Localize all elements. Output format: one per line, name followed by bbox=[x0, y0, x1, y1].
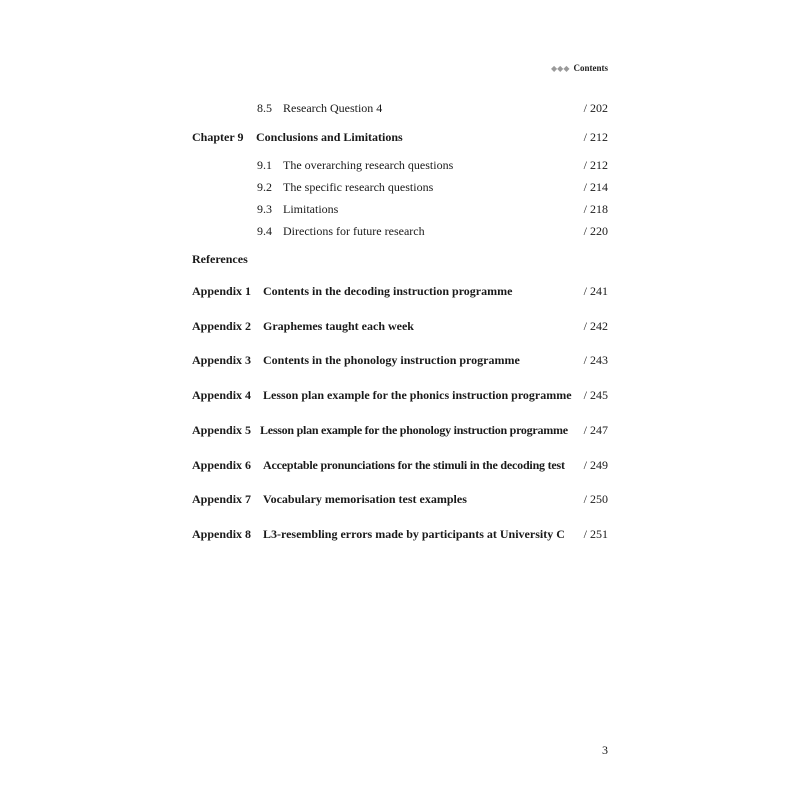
page-ref: / 249 bbox=[583, 458, 608, 472]
chapter-number: Chapter 9 bbox=[192, 130, 244, 144]
page-ref: / 218 bbox=[583, 202, 608, 216]
page-ref: / 212 bbox=[583, 130, 608, 144]
section-number: 9.2 bbox=[257, 180, 272, 194]
references-heading: References bbox=[192, 252, 248, 266]
page-ref: / 247 bbox=[583, 423, 608, 437]
toc-entry bbox=[257, 223, 608, 239]
appendix-label: Appendix 3 bbox=[192, 353, 252, 367]
section-number: 8.5 bbox=[257, 101, 272, 115]
section-title: Directions for future research bbox=[283, 224, 425, 238]
appendix-entry bbox=[192, 422, 608, 438]
section-title: The specific research questions bbox=[283, 180, 434, 194]
appendix-title: Lesson plan example for the phonics instruction programme bbox=[263, 388, 572, 402]
appendix-title: Contents in the decoding instruction programme bbox=[263, 284, 513, 298]
toc-entry bbox=[257, 201, 608, 217]
appendix-label: Appendix 7 bbox=[192, 492, 252, 506]
page-ref: / 251 bbox=[583, 527, 608, 541]
page-ref: / 212 bbox=[583, 158, 608, 172]
section-number: 9.4 bbox=[257, 224, 272, 238]
chapter-title: Conclusions and Limitations bbox=[256, 130, 403, 144]
section-title: Limitations bbox=[283, 202, 339, 216]
appendix-label: Appendix 6 bbox=[192, 458, 252, 472]
appendix-label: Appendix 8 bbox=[192, 527, 252, 541]
appendix-entry bbox=[192, 491, 608, 507]
running-header bbox=[551, 63, 608, 73]
section-title: Research Question 4 bbox=[283, 101, 383, 115]
toc-entry bbox=[257, 157, 608, 173]
appendix-title: Lesson plan example for the phonology instruction programme bbox=[260, 423, 568, 437]
page-number: 3 bbox=[602, 743, 608, 757]
page-ref: / 245 bbox=[583, 388, 608, 402]
appendix-entry bbox=[192, 283, 608, 299]
appendix-entry bbox=[192, 526, 608, 542]
page-ref: / 220 bbox=[583, 224, 608, 238]
appendix-label: Appendix 4 bbox=[192, 388, 252, 402]
running-header-title: Contents bbox=[573, 63, 608, 73]
page-ref: / 242 bbox=[583, 319, 608, 333]
appendix-title: Acceptable pronunciations for the stimuli in the decoding test bbox=[263, 458, 565, 472]
section-number: 9.1 bbox=[257, 158, 272, 172]
appendix-entry bbox=[192, 318, 608, 334]
toc-entry bbox=[257, 100, 608, 116]
appendix-label: Appendix 5 bbox=[192, 423, 252, 437]
appendix-title: L3-resembling errors made by participants at University C bbox=[263, 527, 565, 541]
appendix-label: Appendix 1 bbox=[192, 284, 252, 298]
appendix-label: Appendix 2 bbox=[192, 319, 252, 333]
appendix-entry bbox=[192, 352, 608, 368]
diamond-ornament-icon: ◆◆◆ bbox=[551, 64, 570, 73]
toc-entry bbox=[257, 179, 608, 195]
page-ref: / 214 bbox=[583, 180, 608, 194]
page-ref: / 202 bbox=[583, 101, 608, 115]
appendix-entry bbox=[192, 387, 608, 403]
section-title: The overarching research questions bbox=[283, 158, 454, 172]
page-ref: / 250 bbox=[583, 492, 608, 506]
appendix-title: Graphemes taught each week bbox=[263, 319, 414, 333]
page-ref: / 241 bbox=[583, 284, 608, 298]
toc-chapter-entry bbox=[192, 129, 608, 145]
page-ref: / 243 bbox=[583, 353, 608, 367]
appendix-entry bbox=[192, 457, 608, 473]
appendix-title: Contents in the phonology instruction programme bbox=[263, 353, 520, 367]
section-number: 9.3 bbox=[257, 202, 272, 216]
appendix-title: Vocabulary memorisation test examples bbox=[263, 492, 467, 506]
